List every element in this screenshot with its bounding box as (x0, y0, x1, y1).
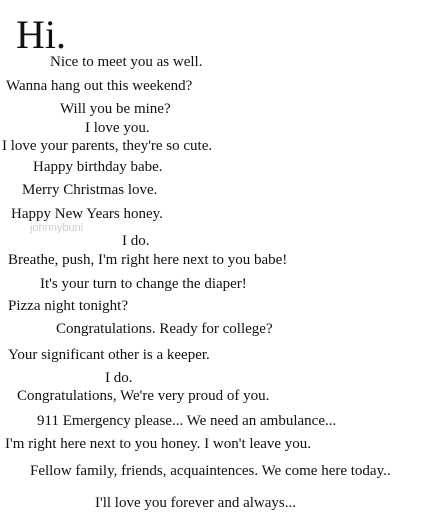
text-line: Will you be mine? (60, 101, 171, 117)
text-line: Wanna hang out this weekend? (6, 78, 193, 94)
text-line: 911 Emergency please... We need an ambulance... (37, 413, 337, 429)
text-line: Merry Christmas love. (22, 182, 158, 198)
text-line: I love your parents, they're so cute. (2, 138, 213, 154)
text-line: It's your turn to change the diaper! (40, 276, 247, 292)
text-line: Pizza night tonight? (8, 298, 128, 314)
text-line: I love you. (85, 120, 150, 136)
text-line: Nice to meet you as well. (50, 54, 203, 70)
text-line: I do. (105, 370, 133, 386)
text-line: Your significant other is a keeper. (8, 347, 210, 363)
page-heading: Hi. (16, 12, 66, 57)
text-line: Congratulations. Ready for college? (56, 321, 273, 337)
text-line: Congratulations, We're very proud of you. (17, 388, 270, 404)
text-line: Happy birthday babe. (33, 159, 163, 175)
text-line: I'm right here next to you honey. I won't leave you. (5, 436, 312, 452)
text-line: Fellow family, friends, acquaintences. We come here today.. (30, 463, 391, 479)
watermark-text: johnnybuni (30, 222, 84, 234)
text-line: Happy New Years honey. (11, 206, 163, 222)
text-line: I do. (122, 233, 150, 249)
text-line: Breathe, push, I'm right here next to you babe! (8, 252, 288, 268)
text-line: I'll love you forever and always... (95, 495, 296, 511)
